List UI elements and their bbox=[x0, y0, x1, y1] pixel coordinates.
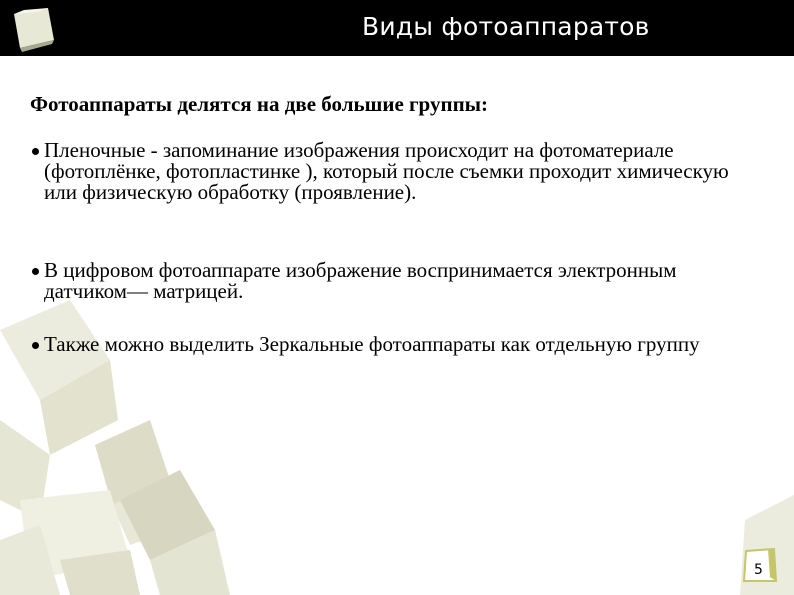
bullet-text: В цифровом фотоаппарате изображение воспринимается электронным датчиком— матрицей. bbox=[44, 258, 677, 303]
bullet-item bbox=[30, 334, 750, 355]
bullet-item bbox=[30, 140, 750, 203]
cube-logo-icon bbox=[8, 4, 58, 52]
bullet-dot-icon bbox=[32, 268, 39, 275]
bullet-text: Пленочные - запоминание изображения происходит на фотоматериале (фотоплёнке, фотопластинке ), который после съемки проходит химическую или физическую обработку (проявление). bbox=[44, 138, 729, 204]
slide-title: Виды фотоаппаратов bbox=[362, 12, 650, 41]
page-number: 5 bbox=[754, 562, 763, 578]
slide-heading: Фотоаппараты делятся на две большие группы: bbox=[30, 92, 489, 116]
bullet-dot-icon bbox=[32, 148, 39, 155]
bullet-item bbox=[30, 260, 750, 302]
bullet-text: Также можно выделить Зеркальные фотоаппараты как отдельную группу bbox=[44, 332, 700, 356]
bullet-dot-icon bbox=[32, 342, 39, 349]
title-bar bbox=[0, 0, 794, 56]
